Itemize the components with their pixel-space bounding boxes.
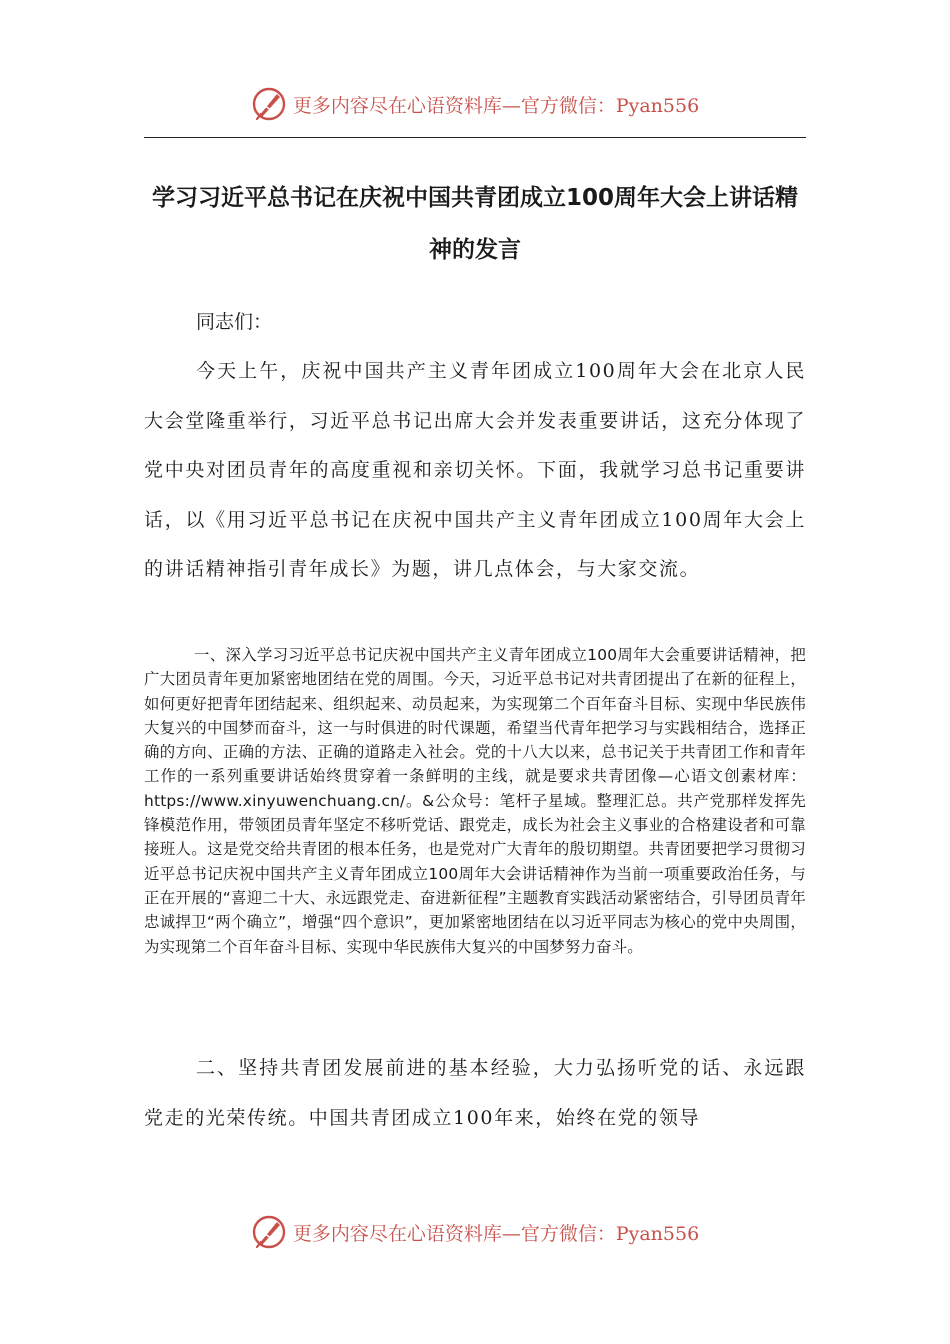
section-one-paragraph: 一、深入学习习近平总书记庆祝中国共产主义青年团成立100周年大会重要讲话精神，把广大团员青年更加紧密地团结在党的周围。今天，习近平总书记对共青团提出了在新的征程上，如何更好把青年团结起来、组织起来、动员起来，为实现第二个百年奋斗目标、实现中华民族伟大复兴的中国梦而奋斗，这一与时俱进的时代课题，希望当代青年把学习与实践相结合，选择正确的方向、正确的方法、正确的道路走入社会。党的十八大以来，总书记关于共青团工作和青年工作的一系列重要讲话始终贯穿着一条鲜明的主线，就是要求共青团像—心语文创素材库：https://www.xinyuwenchuang.cn/。&公众号：笔杆子星域。整理汇总。共产党那样发挥先锋模范作用，带领团员青年坚定不移听党话、跟党走，成长为社会主义事业的合格建设者和可靠接班人。这是党交给共青团的根本任务，也是党对广大青年的殷切期望。共青团要把学习贯彻习近平总书记庆祝中国共产主义青年团成立100周年大会讲话精神作为当前一项重要政治任务，与正在开展的“喜迎二十大、永远跟党走、奋进新征程”主题教育实践活动紧密结合，引导团员青年忠诚捍卫“两个确立”，增强“四个意识”，更加紧密地团结在以习近平同志为核心的党中央周围，为实现第二个百年奋斗目标、实现中华民族伟大复兴的中国梦努力奋斗。 [144,646,806,956]
header-divider [144,137,806,138]
quill-pen-logo-icon [251,86,287,122]
document-title: 学习习近平总书记在庆祝中国共青团成立100周年大会上讲话精神的发言 [151,185,798,263]
footer-banner [0,1210,950,1254]
intro-paragraph: 今天上午，庆祝中国共产主义青年团成立100周年大会在北京人民大会堂隆重举行，习近平总书记出席大会并发表重要讲话，这充分体现了党中央对团员青年的高度重视和亲切关怀。下面，我就学习总书记重要讲话，以《用习近平总书记在庆祝中国共产主义青年团成立100周年大会上的讲话精神指引青年成长》为题，讲几点体会，与大家交流。 [144,360,806,581]
header-banner [0,82,950,126]
quill-pen-logo-icon [251,1214,287,1250]
footer-banner-text: 更多内容尽在心语资料库—官方微信：Pyan556 [292,1222,700,1245]
salutation: 同志们： [196,311,273,333]
section-two-paragraph: 二、坚持共青团发展前进的基本经验，大力弘扬听党的话、永远跟党走的光荣传统。中国共青团成立100年来，始终在党的领导 [144,1057,806,1129]
header-banner-text: 更多内容尽在心语资料库—官方微信：Pyan556 [292,94,700,117]
